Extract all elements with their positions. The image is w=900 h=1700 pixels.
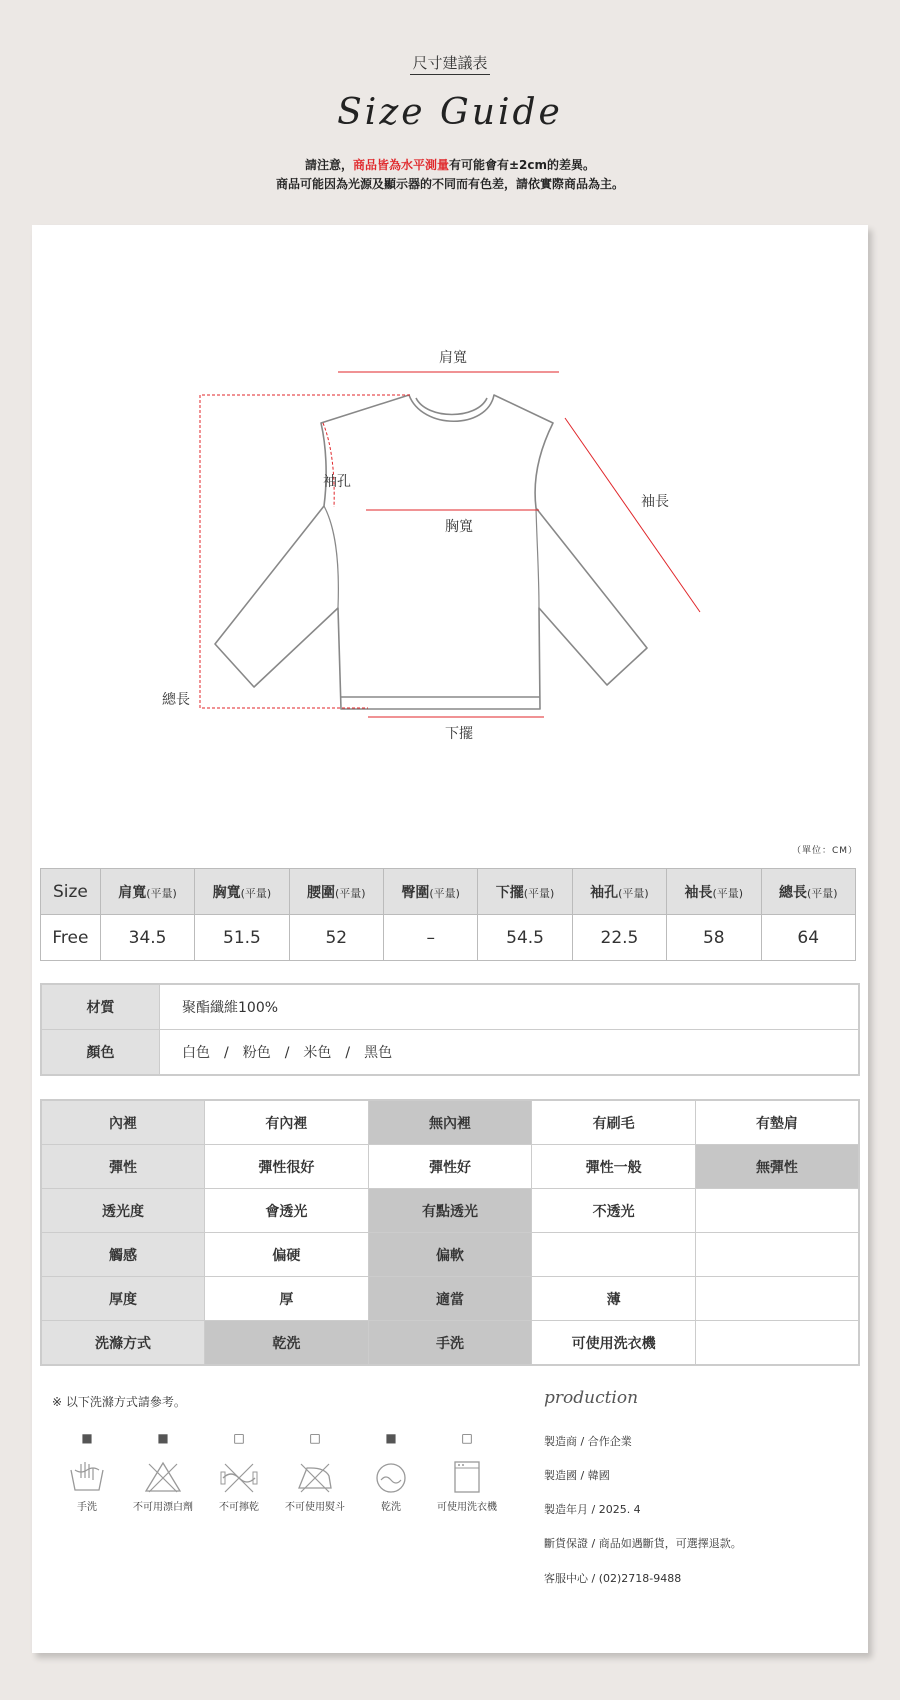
value-cell: 51.5: [195, 915, 289, 961]
attribute-row: [41, 1277, 859, 1321]
material-label: 材質: [41, 984, 160, 1030]
attribute-option: 乾洗: [205, 1321, 369, 1366]
attribute-option: 有內裡: [205, 1100, 369, 1145]
attribute-option: 無彈性: [695, 1145, 859, 1189]
washing-checkbox: ■: [157, 1431, 169, 1445]
washing-label: 可使用洗衣機: [437, 1502, 497, 1513]
header-label: 肩寬: [118, 884, 147, 901]
color-label: 顏色: [41, 1030, 160, 1076]
attribute-label: 洗滌方式: [41, 1321, 205, 1366]
attribute-option: 適當: [368, 1277, 532, 1321]
washing-checkbox: ■: [385, 1431, 397, 1445]
notice-line-2: 商品可能因為光源及顯示器的不同而有色差，請依實際商品為主。: [275, 177, 624, 191]
washing-item: [280, 1430, 350, 1530]
washing-label: 手洗: [77, 1502, 97, 1513]
no-iron-icon: [295, 1460, 335, 1494]
header-label: 胸寬: [212, 884, 241, 901]
flat-note: (平量): [335, 886, 366, 900]
attribute-option: 有刷毛: [532, 1100, 696, 1145]
no-wring-icon: [219, 1460, 259, 1494]
attribute-label: 厚度: [41, 1277, 205, 1321]
washing-label: 不可擰乾: [219, 1502, 259, 1513]
attribute-label: 彈性: [41, 1145, 205, 1189]
washing-note: ※ 以下洗滌方式請參考。: [52, 1395, 186, 1409]
hand-wash-icon: [67, 1460, 107, 1494]
table-row: [41, 915, 856, 961]
header-cell: [667, 869, 761, 915]
header-cell: [478, 869, 572, 915]
flat-note: (平量): [806, 886, 838, 900]
label-shoulder: 肩寬: [439, 350, 467, 366]
header-cell: [289, 869, 383, 915]
size-table: [40, 868, 856, 961]
material-row: [41, 984, 859, 1030]
subtitle-text: 尺寸建議表: [410, 54, 489, 75]
washing-checkbox: □: [461, 1431, 473, 1445]
flat-note: (平量): [712, 886, 744, 900]
material-table: [40, 983, 860, 1076]
size-cell: Free: [41, 915, 101, 961]
attribute-option: 彈性好: [368, 1145, 532, 1189]
washing-checkbox: □: [233, 1431, 245, 1445]
flat-note: (平量): [523, 886, 555, 900]
header-label: 腰圍: [307, 884, 336, 901]
attribute-option: 可使用洗衣機: [532, 1321, 696, 1366]
attribute-label: 觸感: [41, 1233, 205, 1277]
attribute-option: [695, 1277, 859, 1321]
header-cell: [572, 869, 666, 915]
attribute-option: 彈性很好: [205, 1145, 369, 1189]
page-title: Size Guide: [337, 92, 563, 133]
attribute-option: 偏硬: [205, 1233, 369, 1277]
value-cell: –: [384, 915, 478, 961]
value-cell: 54.5: [478, 915, 572, 961]
attribute-option: 彈性一般: [532, 1145, 696, 1189]
header-label: 袖孔: [590, 884, 619, 901]
attribute-option: 偏軟: [368, 1233, 532, 1277]
sweater-outline: [32, 225, 868, 785]
washing-label: 不可使用熨斗: [285, 1502, 345, 1513]
flat-note: (平量): [429, 886, 460, 900]
attribute-option: 無內裡: [368, 1100, 532, 1145]
attribute-option: [695, 1321, 859, 1366]
production-line: 製造國 / 韓國: [544, 1469, 610, 1482]
size-guide-card: [32, 225, 868, 1653]
washing-icons: [52, 1430, 512, 1530]
attribute-row: [41, 1189, 859, 1233]
garment-diagram: [32, 225, 868, 785]
washing-checkbox: □: [309, 1431, 321, 1445]
label-armhole: 袖孔: [323, 474, 351, 490]
unit-label: （單位：CM）: [791, 846, 858, 856]
size-header-cell: Size: [41, 869, 101, 915]
washing-item: [204, 1430, 274, 1530]
header-cell: [195, 869, 289, 915]
attribute-label: 透光度: [41, 1189, 205, 1233]
value-cell: 52: [289, 915, 383, 961]
washing-item: [52, 1430, 122, 1530]
washing-label: 不可用漂白劑: [133, 1502, 193, 1513]
label-total-length: 總長: [162, 692, 190, 708]
header-label: 下擺: [495, 884, 524, 901]
material-value: 聚酯纖維100%: [160, 984, 860, 1030]
value-cell: 34.5: [100, 915, 194, 961]
no-bleach-icon: [143, 1460, 183, 1494]
attribute-row: [41, 1100, 859, 1145]
attribute-option: 手洗: [368, 1321, 532, 1366]
washing-item: [432, 1430, 502, 1530]
production-line: 客服中心 / (02)2718-9488: [544, 1572, 682, 1585]
page-subtitle: [0, 52, 900, 73]
dry-clean-icon: [371, 1460, 411, 1494]
label-chest: 胸寬: [445, 519, 473, 535]
attribute-option: 會透光: [205, 1189, 369, 1233]
value-cell: 22.5: [572, 915, 666, 961]
color-value: 白色 / 粉色 / 米色 / 黑色: [160, 1030, 860, 1076]
attribute-row: [41, 1233, 859, 1277]
washing-checkbox: ■: [81, 1431, 93, 1445]
attribute-option: [695, 1189, 859, 1233]
header-label: 總長: [778, 884, 807, 901]
attribute-option: 有點透光: [368, 1189, 532, 1233]
attribute-row: [41, 1145, 859, 1189]
color-row: [41, 1030, 859, 1076]
header-cell: [100, 869, 194, 915]
attribute-option: 有墊肩: [695, 1100, 859, 1145]
value-cell: 64: [761, 915, 856, 961]
header-label: 臀圍: [401, 884, 430, 901]
flat-note: (平量): [618, 886, 649, 900]
attribute-option: [695, 1233, 859, 1277]
measurement-notice: [0, 156, 900, 194]
flat-note: (平量): [240, 886, 272, 900]
value-cell: 58: [667, 915, 761, 961]
attribute-row: [41, 1321, 859, 1366]
attribute-table: [40, 1099, 860, 1366]
attribute-option: 不透光: [532, 1189, 696, 1233]
label-hem: 下擺: [445, 726, 473, 742]
washing-item: [128, 1430, 198, 1530]
notice-text: 有可能會有±2cm的差異。: [449, 158, 596, 172]
attribute-option: [532, 1233, 696, 1277]
notice-highlight: 商品皆為水平測量: [352, 158, 449, 172]
production-line: 製造商 / 合作企業: [544, 1435, 632, 1448]
label-sleeve: 袖長: [641, 494, 669, 510]
header-label: 袖長: [684, 884, 713, 901]
washing-label: 乾洗: [381, 1502, 401, 1513]
washing-item: [356, 1430, 426, 1530]
attribute-option: 厚: [205, 1277, 369, 1321]
flat-note: (平量): [146, 886, 177, 900]
size-table-header: [41, 869, 856, 915]
notice-text: 請注意，: [304, 158, 353, 172]
washing-machine-icon: [447, 1460, 487, 1494]
production-line: 斷貨保證 / 商品如遇斷貨，可選擇退款。: [544, 1537, 742, 1550]
attribute-option: 薄: [532, 1277, 696, 1321]
production-title: production: [544, 1388, 639, 1408]
header-cell: [761, 869, 856, 915]
header-cell: [384, 869, 478, 915]
production-line: 製造年月 / 2025. 4: [544, 1503, 641, 1516]
attribute-label: 內裡: [41, 1100, 205, 1145]
